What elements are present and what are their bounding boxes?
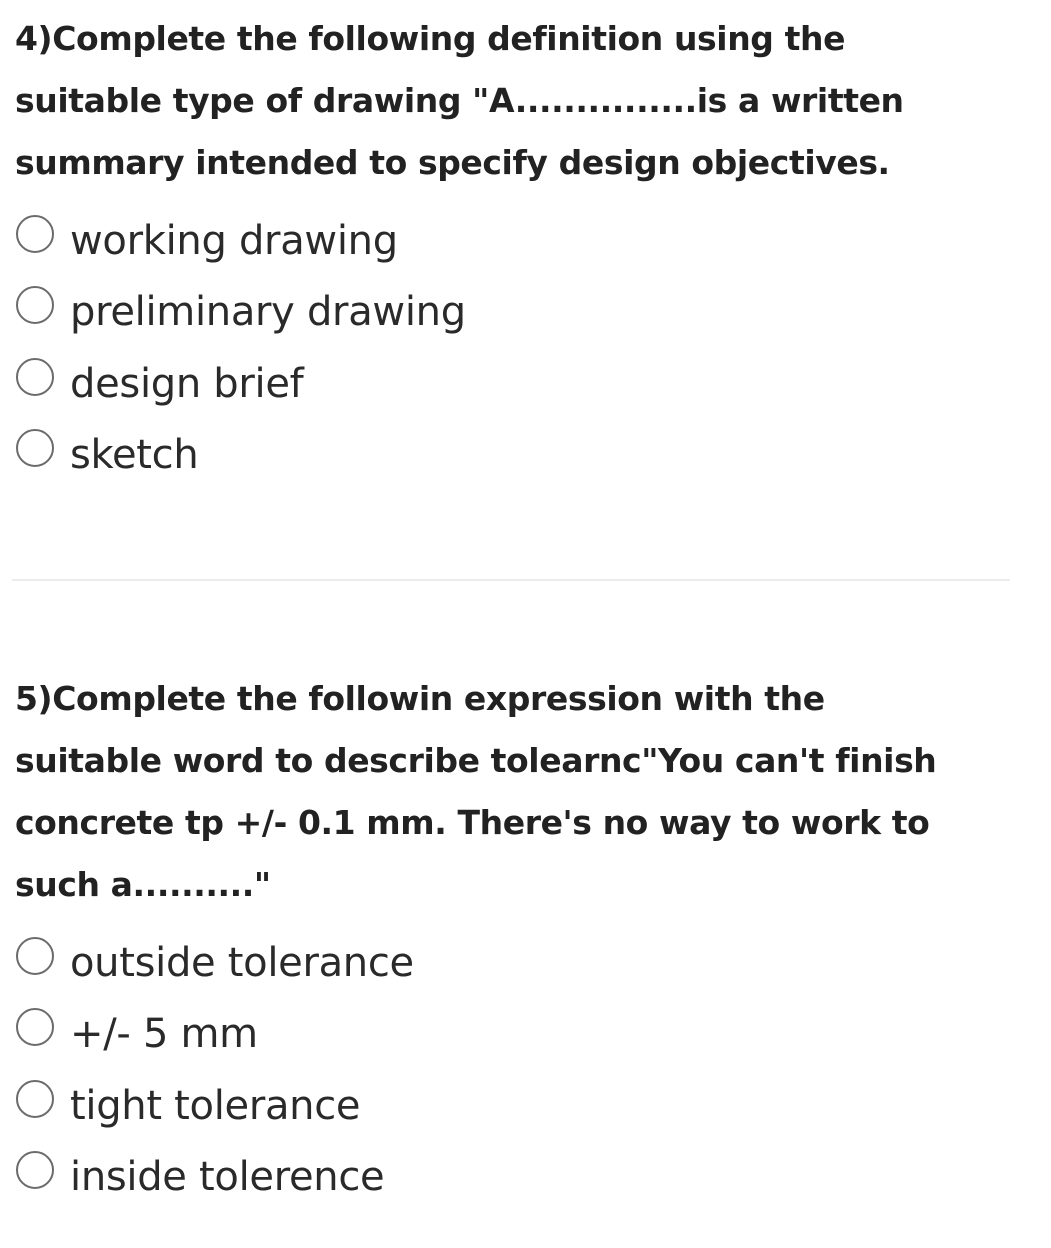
question-divider bbox=[12, 579, 1010, 581]
option-tight-tolerance[interactable] bbox=[15, 1070, 1015, 1142]
radio-button[interactable] bbox=[16, 429, 54, 467]
question-text-line: suitable type of drawing "A...............is a written bbox=[15, 81, 904, 120]
option-plus-minus-5mm[interactable] bbox=[15, 999, 1015, 1071]
question-text-line: summary intended to specify design objectives. bbox=[15, 143, 890, 182]
option-design-brief[interactable] bbox=[15, 348, 1015, 420]
question-text-line: such a.........." bbox=[15, 865, 271, 904]
question-5-text bbox=[15, 668, 1015, 916]
question-5 bbox=[15, 668, 1015, 1213]
question-4-text bbox=[15, 8, 1015, 194]
radio-button[interactable] bbox=[16, 215, 54, 253]
option-label: working drawing bbox=[70, 217, 398, 264]
option-label: design brief bbox=[70, 360, 304, 407]
option-working-drawing[interactable] bbox=[15, 205, 1015, 277]
option-label: inside tolerence bbox=[70, 1154, 385, 1201]
radio-button[interactable] bbox=[16, 937, 54, 975]
radio-button[interactable] bbox=[16, 1151, 54, 1189]
option-label: sketch bbox=[70, 432, 199, 479]
radio-button[interactable] bbox=[16, 1008, 54, 1046]
option-label: tight tolerance bbox=[70, 1082, 361, 1129]
radio-button[interactable] bbox=[16, 286, 54, 324]
radio-button[interactable] bbox=[16, 1080, 54, 1118]
question-text-line: 5)Complete the followin expression with the bbox=[15, 679, 825, 718]
option-label: preliminary drawing bbox=[70, 289, 466, 336]
question-4 bbox=[15, 8, 1015, 491]
option-preliminary-drawing[interactable] bbox=[15, 277, 1015, 349]
option-inside-tolerence[interactable] bbox=[15, 1142, 1015, 1214]
option-label: outside tolerance bbox=[70, 939, 414, 986]
question-5-options bbox=[15, 927, 1015, 1213]
question-text-line: concrete tp +/- 0.1 mm. There's no way to work to bbox=[15, 803, 930, 842]
question-4-options bbox=[15, 205, 1015, 491]
option-label: +/- 5 mm bbox=[70, 1011, 258, 1058]
radio-button[interactable] bbox=[16, 358, 54, 396]
question-text-line: suitable word to describe tolearnc"You can't finish bbox=[15, 741, 937, 780]
option-sketch[interactable] bbox=[15, 420, 1015, 492]
option-outside-tolerance[interactable] bbox=[15, 927, 1015, 999]
question-text-line: 4)Complete the following definition using the bbox=[15, 19, 846, 58]
